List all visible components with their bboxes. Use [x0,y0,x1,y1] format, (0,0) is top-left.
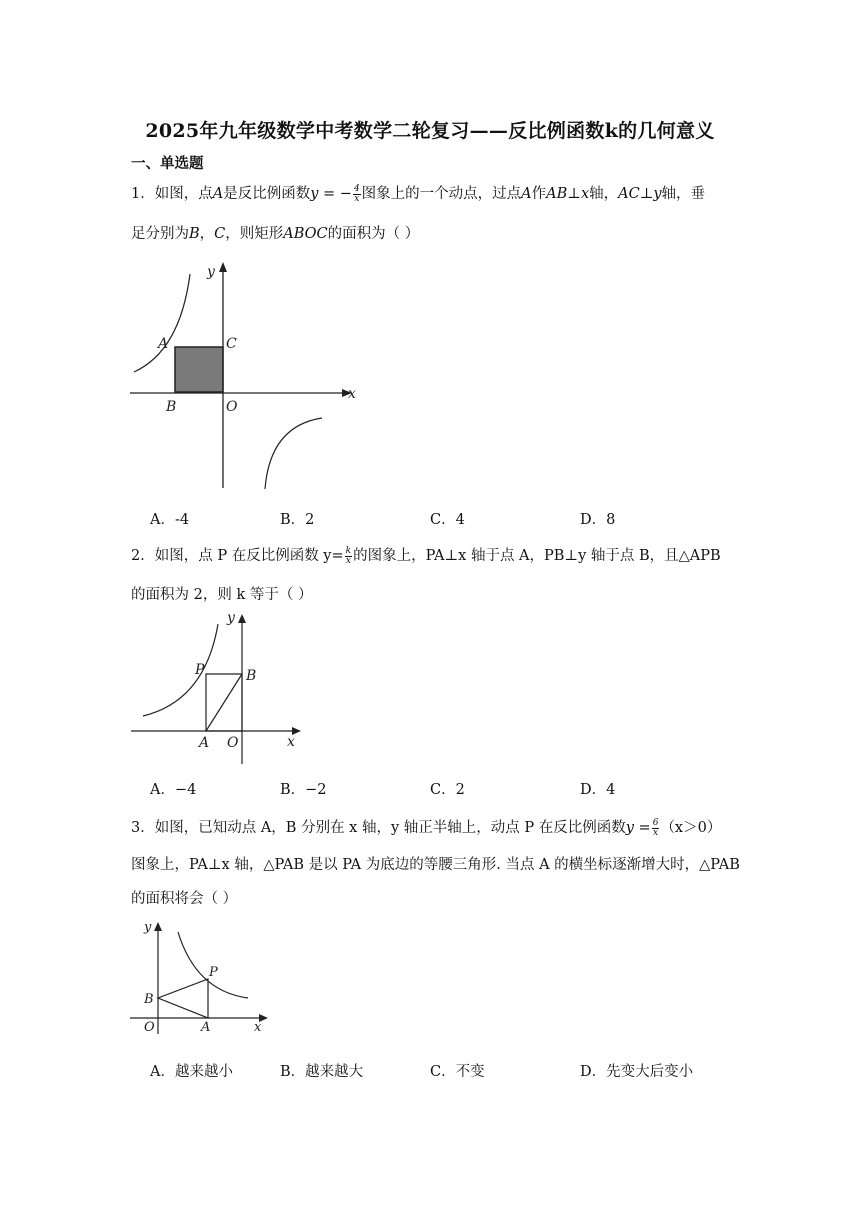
q1-point: A [212,186,224,202]
q2-line-1 [131,546,721,566]
q1-text: 作 [531,186,547,202]
q3-option-d[interactable]: D．先变大后变小 [580,1064,694,1080]
q1-rect: ABOC [283,226,328,242]
q3-text: 3．如图，已知动点 A，B 分别在 x 轴，y 轴正半轴上，动点 P 在反比例函数 [131,820,626,836]
q2-option-a[interactable]: A．−4 [150,782,197,798]
q1-y-arrow [219,262,227,272]
q2-fraction-den: x [345,555,351,566]
q1-option-b[interactable]: B．2 [280,512,315,528]
q3-line-2: 图象上，PA⊥x 轴，△PAB 是以 PA 为底边的等腰三角形. 当点 A 的横坐标逐渐增大时，△PAB [131,857,740,873]
q2-label-y: y [227,610,235,626]
q3-y-arrow [154,922,162,931]
q3-fraction-den: x [653,827,659,838]
q2-line-2: 的面积为 2，则 k 等于（ ） [131,587,313,603]
q3-triangle-pab [158,979,208,1018]
q2-label-A: A [199,735,210,751]
q3-fraction-num: 6 [652,817,659,828]
page-title: 2025年九年级数学中考数学二轮复习——反比例函数k的几何意义 [145,120,715,142]
q1-text: ，则矩形 [225,226,284,242]
q1-fraction [353,185,361,204]
q1-fraction-num: 4 [353,183,360,194]
q1-label-O: O [226,399,238,415]
q3-figure [128,916,278,1038]
section-heading: 一、单选题 [131,155,204,172]
q3-label-B: B [144,992,154,1007]
q1-text: 的面积为（ ） [327,226,420,242]
q1-text: 图象上的一个动点，过点 [361,186,522,202]
q1-segment: AB [546,186,568,202]
q2-y-arrow [238,614,246,623]
q1-text: 足分别为 [131,226,189,242]
q3-line-1 [131,818,721,838]
q2-hyperbola [143,624,218,716]
q3-label-x: x [254,1020,262,1035]
q2-fraction-num: k [345,545,352,556]
q1-label-y: y [207,264,215,280]
q1-text: 1．如图，点 [131,186,213,202]
q3-line-3: 的面积将会（ ） [131,891,238,907]
q1-axis: y [653,186,662,202]
q2-figure [125,606,315,768]
q1-point: C [214,226,226,242]
q3-label-O: O [144,1020,155,1035]
q3-fraction [652,819,660,838]
q2-option-b[interactable]: B．−2 [280,782,327,798]
q2-segment-ab [206,674,242,731]
q1-hyperbola-lower [265,418,322,489]
q3-option-b[interactable]: B．越来越大 [280,1064,364,1080]
q3-text: （x＞0） [660,820,722,836]
q1-label-B: B [166,399,177,415]
q1-perp: ⊥ [567,186,581,202]
q1-option-a[interactable]: A．-4 [150,512,190,528]
q3-label-A: A [201,1020,211,1035]
q1-fraction-den: x [354,193,360,204]
q1-text: ， [199,226,215,242]
q1-label-x: x [348,386,356,402]
q1-option-c[interactable]: C．4 [430,512,465,528]
q3-option-a[interactable]: A．越来越小 [150,1064,233,1080]
q2-text: 的图象上，PA⊥x 轴于点 A，PB⊥y 轴于点 B，且△APB [353,548,721,564]
q2-option-c[interactable]: C．2 [430,782,465,798]
q2-label-O: O [227,735,239,751]
q2-fraction [345,547,352,566]
q2-option-d[interactable]: D．4 [580,782,616,798]
q2-label-B: B [246,668,257,684]
q3-label-P: P [209,965,218,980]
q1-rectangle-shaded [175,347,223,392]
q1-text: 轴， [589,186,619,202]
q2-label-x: x [287,734,295,750]
q1-text: 轴，垂 [661,186,706,202]
q1-segment: AC [618,186,640,202]
q2-text: 2．如图，点 P 在反比例函数 y= [131,548,344,564]
q1-point: A [521,186,532,202]
q3-option-c[interactable]: C．不变 [430,1064,485,1080]
q1-point: B [189,226,200,242]
q1-text: 是反比例函数 [223,186,311,202]
q1-label-A: A [158,336,169,352]
q1-option-d[interactable]: D．8 [580,512,616,528]
q1-line-1 [131,184,705,204]
q1-perp: ⊥ [639,186,654,202]
q1-line-2 [131,224,419,244]
q1-eq-lhs: y = − [310,186,352,202]
q1-axis: x [580,186,590,202]
q2-label-P: P [195,662,205,678]
q1-figure [120,256,370,496]
q3-eq-lhs: y = [625,820,651,836]
q3-label-y: y [144,920,152,935]
q1-label-C: C [226,336,237,352]
